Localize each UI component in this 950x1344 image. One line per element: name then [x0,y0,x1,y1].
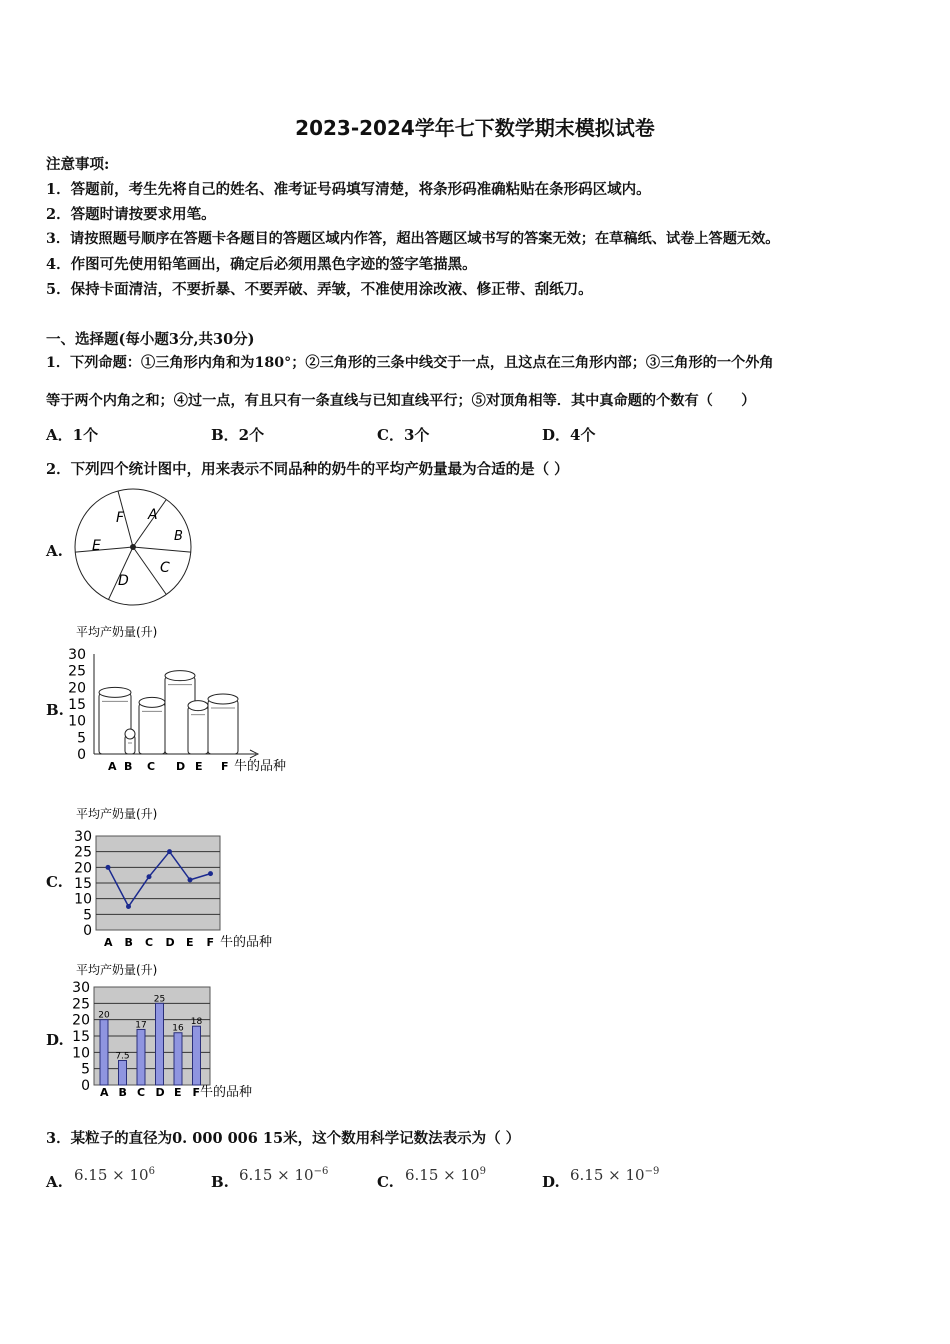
x-tick-label: C [137,1086,146,1099]
exponent: 9 [479,1166,486,1177]
q1-text: 1．下列命题：①三角形内角和为180°；②三角形的三条中线交于一点，且这点在三角形内部；③三角形的一个外角 [46,355,774,371]
q1-option-a[interactable]: A．1个 [46,426,99,444]
data-point [147,874,152,879]
section-heading: 一、选择题(每小题3分,共30分) [46,331,255,348]
y-tick-label: 5 [81,1061,90,1078]
bar [119,1061,127,1086]
q3-option-c-label[interactable]: C. [377,1173,394,1191]
y-tick-label: 30 [72,980,90,996]
q2-text: 2．下列四个统计图中，用来表示不同品种的奶牛的平均产奶量最为合适的是（ ） [46,461,569,478]
y-tick-label: 30 [68,647,86,663]
pie-label-f: F [116,510,125,526]
chart-d-ylabel: 平均产奶量(升) [76,963,158,977]
pie-slice-divider [75,547,133,552]
data-point [188,877,193,882]
y-tick-label: 15 [72,1029,90,1045]
q3-option-a-formula[interactable] [74,1166,155,1184]
y-tick-label: 10 [72,1045,90,1062]
y-tick-label: 20 [68,680,86,697]
x-tick-label: A [104,936,113,949]
pie-label-b: B [174,529,183,544]
q2-pie-chart[interactable] [70,484,200,610]
x-tick-label: C [147,760,156,773]
q1-text: 等于两个内角之和；④过一点，有且只有一条直线与已知直线平行；⑤对顶角相等．其中真命题的个数有（ ） [46,393,756,409]
data-point [106,865,111,870]
y-tick-label: 30 [74,829,92,845]
pie-label-c: C [160,560,170,576]
notice-item: 3．请按照题号顺序在答题卡各题目的答题区域内作答，超出答题区域书写的答案无效；在草稿纸、试卷上答题无效。 [46,231,780,247]
chart-b-ylabel: 平均产奶量(升) [76,625,158,639]
exponent: 6 [148,1166,155,1177]
y-tick-label: 0 [81,1078,90,1094]
pie-label-d: D [118,573,129,589]
x-tick-label: D [155,1086,165,1099]
q2-option-d-label[interactable]: D. [46,1031,64,1049]
q3-text: 3．某粒子的直径为0. 000 006 15米，这个数用科学记数法表示为（ ） [46,1130,521,1147]
q2-line-chart[interactable] [66,802,306,952]
x-tick-label: E [174,1086,182,1099]
bar [137,1029,145,1085]
q1-option-d[interactable]: D．4个 [542,426,596,444]
pie-label-a: A [148,507,158,523]
x-tick-label: B [124,936,133,949]
q3-option-a-label[interactable]: A. [46,1173,63,1191]
notice-item: 4．作图可先使用铅笔画出，确定后必须用黑色字迹的签字笔描黑。 [46,256,477,273]
y-tick-label: 15 [74,876,92,892]
q1-option-c[interactable]: C．3个 [377,426,430,444]
pictogram-jar [139,697,165,754]
y-tick-label: 25 [68,663,86,680]
data-label: 17 [135,1020,147,1031]
q2-pictogram-chart[interactable] [66,620,306,776]
data-point [208,871,213,876]
y-tick-label: 10 [74,891,92,908]
notice-item: 2．答题时请按要求用笔。 [46,206,216,223]
pie-center [131,545,136,550]
chart-c-ylabel: 平均产奶量(升) [76,807,158,821]
q3-option-b-formula[interactable] [239,1166,328,1184]
q2-option-b-label[interactable]: B. [46,701,64,719]
data-label: 16 [172,1023,184,1034]
q3-option-d-label[interactable]: D. [542,1173,560,1191]
y-tick-label: 20 [74,860,92,877]
x-tick-label: E [195,760,203,773]
y-tick-label: 0 [77,747,86,763]
pie-slice-divider [133,547,191,552]
bar [174,1033,182,1085]
chart-d-xlabel: 牛的品种 [200,1085,253,1100]
data-point [167,849,172,854]
y-tick-label: 25 [72,996,90,1013]
x-tick-label: C [145,936,154,949]
y-tick-label: 15 [68,697,86,713]
notice-item: 5．保持卡面清洁，不要折暴、不要弄破、弄皱，不准使用涂改液、修正带、刮纸刀。 [46,281,593,298]
exponent: −9 [644,1166,660,1177]
x-tick-label: F [221,760,229,773]
x-tick-label: B [118,1086,127,1099]
y-tick-label: 5 [83,907,92,924]
page-title: 2023-2024学年七下数学期末模拟试卷 [295,116,655,140]
x-tick-label: F [192,1086,201,1099]
notice-heading: 注意事项: [46,156,110,173]
data-label: 18 [190,1017,203,1028]
x-tick-label: A [100,1086,109,1099]
y-tick-label: 5 [77,730,86,747]
q2-option-a-label[interactable]: A. [46,542,63,560]
mantissa: 6.15 × 10 [239,1166,314,1184]
y-tick-label: 20 [72,1012,90,1029]
mantissa: 6.15 × 10 [74,1166,149,1184]
pictogram-jar [125,729,135,754]
x-tick-label: B [124,760,133,773]
exponent: −6 [313,1166,329,1177]
chart-b-xlabel: 牛的品种 [234,759,287,774]
y-tick-label: 10 [68,713,86,730]
y-tick-label: 0 [83,923,92,939]
x-tick-label: A [108,760,117,773]
notice-item: 1．答题前，考生先将自己的姓名、准考证号码填写清楚，将条形码准确粘贴在条形码区域内。 [46,181,651,198]
pictogram-jar [208,694,238,754]
data-point [126,904,131,909]
q3-option-d-formula[interactable] [570,1166,659,1184]
x-tick-label: D [176,760,186,773]
pie-label-e: E [92,538,101,554]
chart-c-xlabel: 牛的品种 [220,935,273,950]
x-tick-label: F [206,936,215,949]
q2-bar-chart[interactable] [66,960,306,1106]
data-label: 7.5 [115,1051,130,1062]
x-tick-label: D [165,936,175,949]
mantissa: 6.15 × 10 [405,1166,480,1184]
bar [100,1020,108,1085]
y-tick-label: 25 [74,844,92,861]
bar [193,1026,201,1085]
mantissa: 6.15 × 10 [570,1166,645,1184]
q1-option-b[interactable]: B．2个 [211,426,265,444]
data-label: 25 [153,994,166,1005]
x-tick-label: E [186,936,194,949]
q3-option-b-label[interactable]: B. [211,1173,229,1191]
q3-option-c-formula[interactable] [405,1166,486,1184]
data-label: 20 [98,1010,110,1021]
pictogram-jar [188,701,208,754]
bar [156,1003,164,1085]
q2-option-c-label[interactable]: C. [46,873,63,891]
